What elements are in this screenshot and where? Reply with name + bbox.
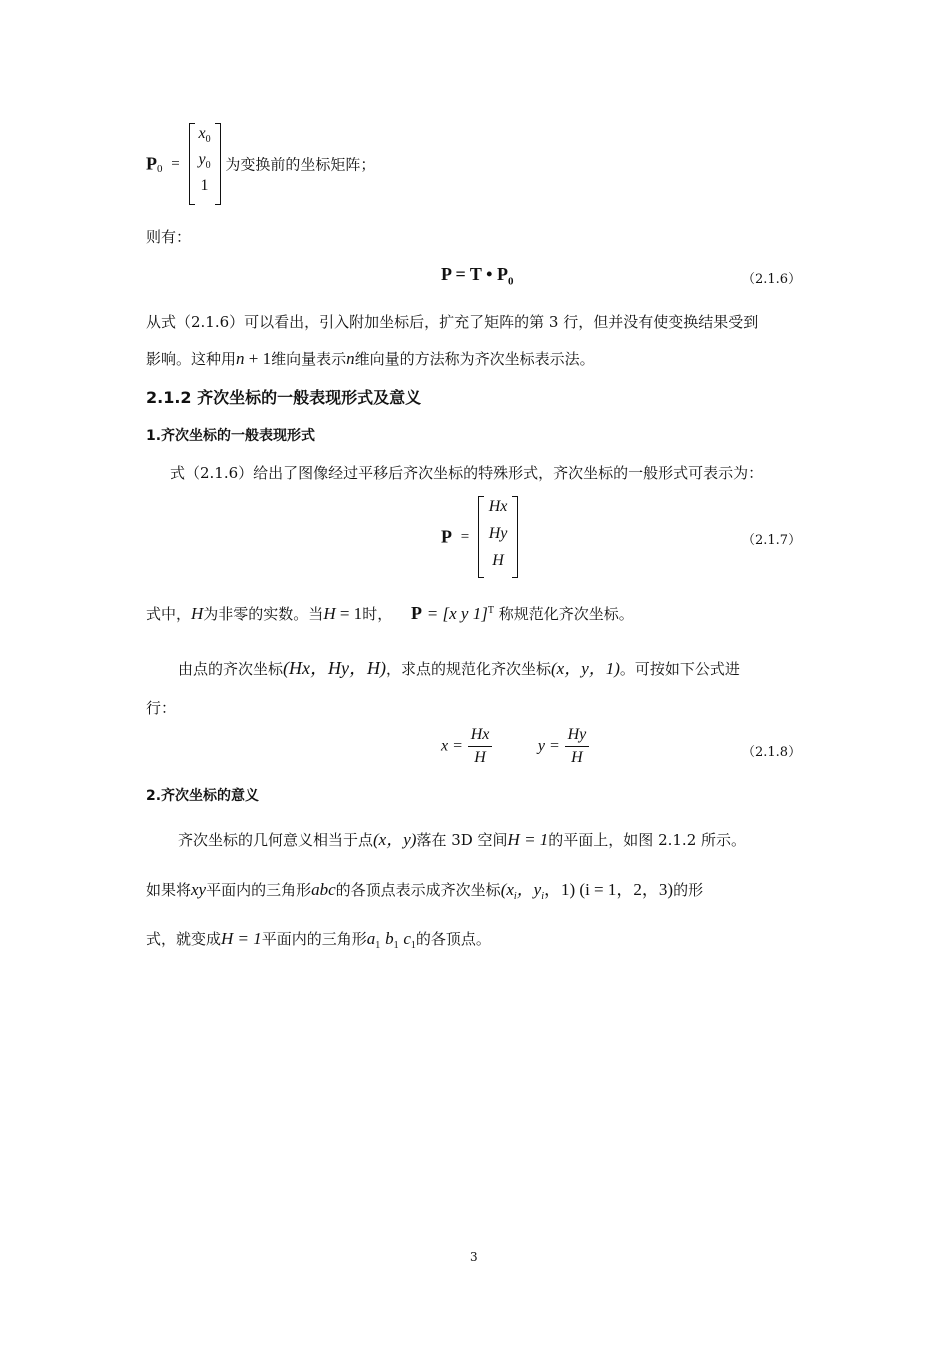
fraction-hx-over-h: $\frac{Hx}{H}$ (468, 726, 493, 767)
paragraph-1-line-2: 影响。这种用n + 1维向量表示n维向量的方法称为齐次坐标表示法。 (146, 349, 595, 368)
paragraph-5-line-1: 齐次坐标的几何意义相当于点(x，y)落在 3D 空间H = 1的平面上，如图 2.1.2 所示。 (178, 830, 747, 849)
paragraph-4-line-2: 行： (146, 699, 177, 717)
subheading-1: 1.齐次坐标的一般表现形式 (146, 428, 316, 444)
equation-2-1-6: P = T • $P_0$ (441, 264, 514, 288)
paragraph-5-line-3: 式，就变成H = 1平面内的三角形$a_1$ $b_1$ $c_1$的各顶点。 (146, 929, 491, 951)
paragraph-3: 式中，H为非零的实数。当H = 1时， P = [x y 1]$^T$ 称规范化齐次坐标。 (146, 603, 634, 623)
page-number: 3 (470, 1250, 478, 1264)
equation-number-2-1-6: （2.1.6） (742, 272, 802, 287)
fraction-hy-over-h: $\frac{Hy}{H}$ (565, 726, 590, 767)
p0-description: 为变换前的坐标矩阵； (225, 155, 376, 174)
then-label: 则有： (146, 228, 192, 246)
p0-definition-line: $P_0$ = $x_0$ $y_0$ 1 为变换前的坐标矩阵； (146, 123, 375, 207)
equation-number-2-1-7: （2.1.7） (742, 533, 802, 548)
paragraph-2: 式（2.1.6）给出了图像经过平移后齐次坐标的特殊形式，齐次坐标的一般形式可表示为： (170, 464, 764, 482)
equation-2-1-7: P = Hx Hy H (441, 496, 518, 580)
equation-number-2-1-8: （2.1.8） (742, 745, 802, 760)
paragraph-5-line-2: 如果将xy平面内的三角形abc的各顶点表示成齐次坐标($x_i$，$y_i$，1) (i = 1，2，3)的形 (146, 880, 704, 902)
paragraph-4-line-1: 由点的齐次坐标(Hx，Hy，H)，求点的规范化齐次坐标(x，y，1)。可按如下公式进 (178, 658, 740, 678)
p0-matrix: $x_0$ $y_0$ 1 (189, 123, 221, 205)
paragraph-1-line-1: 从式（2.1.6）可以看出，引入附加坐标后，扩充了矩阵的第 3 行，但并没有使变换结果受到 (146, 313, 759, 331)
p0-symbol: P (146, 153, 157, 174)
equation-2-1-8: x = $\frac{Hx}{H}$ y = $\frac{Hy}{H}$ (441, 726, 589, 767)
subheading-2: 2.齐次坐标的意义 (146, 788, 260, 804)
section-heading-2-1-2: 2.1.2 齐次坐标的一般表现形式及意义 (146, 388, 422, 407)
p-general-matrix: Hx Hy H (478, 496, 518, 578)
